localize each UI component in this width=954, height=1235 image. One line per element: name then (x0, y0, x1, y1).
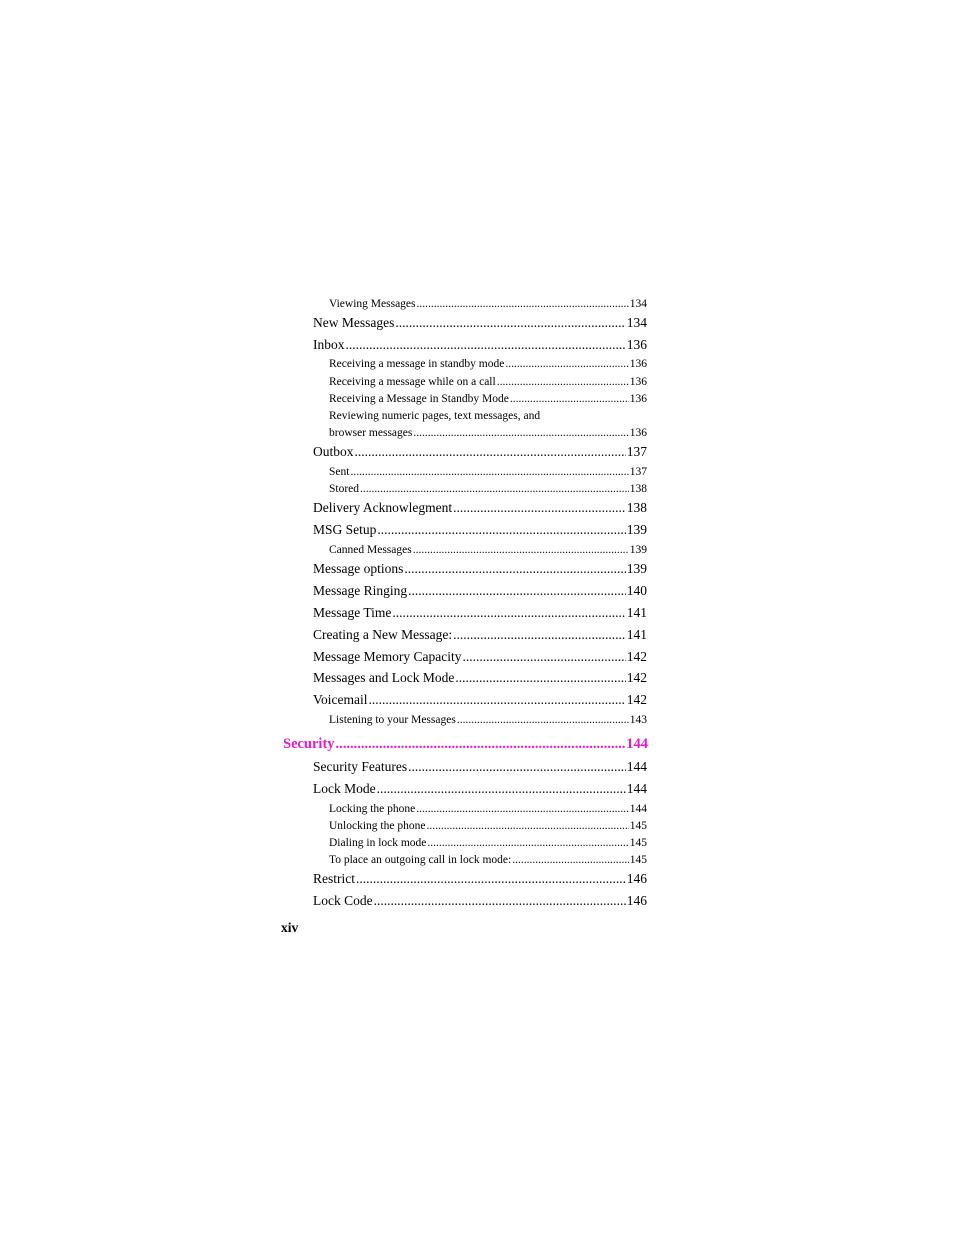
toc-entry-label: Message Time (313, 605, 392, 620)
dot-leader (497, 377, 629, 389)
toc-page-number: 146 (626, 871, 647, 886)
toc-entry-receiving-standby (329, 359, 647, 371)
toc-entry-label: Sent (329, 466, 350, 478)
dot-leader (417, 299, 629, 311)
toc-page-number: 139 (626, 522, 647, 537)
dot-leader (404, 562, 625, 576)
toc-section-label: Security (283, 736, 335, 752)
toc-page-number: 144 (629, 803, 647, 815)
toc-entry-label: Creating a New Message: (313, 627, 453, 642)
toc-page-number: 144 (626, 736, 648, 752)
toc-entry-label: Restrict (313, 871, 355, 886)
toc-entry-label: To place an outgoing call in lock mode: (329, 854, 512, 866)
toc-entry-sent (329, 467, 647, 479)
page-folio: xiv (281, 920, 299, 935)
toc-entry-label: Voicemail (313, 692, 368, 707)
dot-leader (512, 855, 629, 867)
toc-entry-label: Stored (329, 483, 360, 495)
toc-entry-label: Listening to your Messages (329, 714, 456, 726)
toc-entry-label: Message options (313, 561, 404, 576)
toc-page-number: 144 (626, 781, 647, 796)
toc-page-number: 144 (626, 759, 647, 774)
dot-leader (395, 316, 625, 330)
toc-page-number: 142 (626, 670, 647, 685)
toc-entry-label: browser messages (329, 427, 413, 439)
toc-entry-label: Message Ringing (313, 583, 408, 598)
toc-entry-label: Receiving a message in standby mode (329, 358, 505, 370)
toc-entry-dialing-lock-mode (329, 838, 647, 850)
toc-entry-label: Message Memory Capacity (313, 649, 462, 664)
toc-entry-inbox (313, 338, 647, 352)
toc-entry-canned-messages (329, 545, 647, 557)
toc-entry-label: New Messages (313, 315, 395, 330)
toc-entry-message-ringing (313, 584, 647, 598)
toc-page-number: 136 (629, 393, 647, 405)
toc-page-number: 138 (629, 483, 647, 495)
toc-page-number: 136 (629, 427, 647, 439)
dot-leader (377, 523, 625, 537)
toc-entry-label: Lock Mode (313, 781, 376, 796)
toc-page-number: 141 (626, 605, 647, 620)
toc-page-number: 139 (629, 544, 647, 556)
dot-leader (360, 484, 629, 496)
dot-leader (377, 782, 626, 796)
toc-entry-listening-messages (329, 715, 647, 727)
toc-entry-label: Outbox (313, 444, 354, 459)
dot-leader (408, 584, 626, 598)
toc-entry-label: Unlocking the phone (329, 820, 426, 832)
dot-leader (392, 606, 625, 620)
toc-page-number: 136 (629, 376, 647, 388)
toc-entry-label: Dialing in lock mode (329, 837, 427, 849)
toc-entry-delivery-ack (313, 501, 647, 515)
toc-entry-label: MSG Setup (313, 522, 377, 537)
toc-page-number: 139 (626, 561, 647, 576)
dot-leader (336, 737, 626, 752)
toc-entry-label: Lock Code (313, 893, 373, 908)
toc-entry-label: Security Features (313, 759, 408, 774)
toc-entry-creating-new-message (313, 628, 647, 642)
dot-leader (350, 467, 628, 479)
toc-page-number: 137 (626, 444, 647, 459)
toc-entry-outbox (313, 445, 647, 459)
toc-entry-message-options (313, 562, 647, 576)
dot-leader (374, 894, 626, 908)
dot-leader (453, 628, 626, 642)
dot-leader (427, 838, 628, 850)
toc-entry-messages-lock-mode (313, 671, 647, 685)
toc-page-number: 142 (626, 649, 647, 664)
toc-entry-receiving-standby-mode (329, 394, 647, 406)
toc-entry-label: Viewing Messages (329, 298, 416, 310)
dot-leader (462, 650, 625, 664)
toc-entry-unlocking-phone (329, 821, 647, 833)
dot-leader (346, 338, 626, 352)
toc-page-number: 143 (629, 714, 647, 726)
toc-page-number: 145 (629, 820, 647, 832)
toc-entry-label: Messages and Lock Mode (313, 670, 455, 685)
dot-leader (356, 872, 626, 886)
dot-leader (408, 760, 626, 774)
toc-entry-stored (329, 484, 647, 496)
dot-leader (505, 359, 628, 371)
toc-entry-receiving-on-call (329, 377, 647, 389)
dot-leader (426, 821, 628, 833)
toc-page-number: 140 (626, 583, 647, 598)
dot-leader (455, 671, 625, 685)
dot-leader (355, 445, 626, 459)
toc-entry-label: Inbox (313, 337, 345, 352)
toc-entry-lock-mode (313, 782, 647, 796)
toc-entry-lock-code (313, 894, 647, 908)
dot-leader (369, 693, 626, 707)
toc-entry-label: Canned Messages (329, 544, 412, 556)
toc-section-security (283, 737, 648, 752)
toc-page-number: 138 (626, 500, 647, 515)
toc-entry-msg-setup (313, 523, 647, 537)
toc-entry-restrict (313, 872, 647, 886)
toc-page-number: 146 (626, 893, 647, 908)
dot-leader (416, 804, 629, 816)
toc-entry-label-line1: Reviewing numeric pages, text messages, and (329, 410, 541, 422)
toc-entry-security-features (313, 760, 647, 774)
dot-leader (413, 545, 629, 557)
toc-entry-reviewing-pages (329, 428, 647, 440)
toc-entry-label: Locking the phone (329, 803, 416, 815)
toc-page-number: 134 (629, 298, 647, 310)
toc-entry-locking-phone (329, 804, 647, 816)
toc-entry-new-messages (313, 316, 647, 330)
toc-entry-label: Receiving a message while on a call (329, 376, 496, 388)
toc-entry-outgoing-call-lock-mode (329, 855, 647, 867)
toc-entry-viewing-messages (329, 299, 647, 311)
toc-page-number: 142 (626, 692, 647, 707)
toc-entry-memory-capacity (313, 650, 647, 664)
toc-entry-voicemail (313, 693, 647, 707)
toc-page-number: 134 (626, 315, 647, 330)
toc-entry-message-time (313, 606, 647, 620)
toc-page-number: 137 (629, 466, 647, 478)
dot-leader (453, 501, 626, 515)
toc-entry-label: Receiving a Message in Standby Mode (329, 393, 509, 405)
toc-page-number: 141 (626, 627, 647, 642)
dot-leader (510, 394, 629, 406)
toc-page-number: 136 (626, 337, 647, 352)
dot-leader (413, 428, 628, 440)
toc-page-number: 136 (629, 358, 647, 370)
dot-leader (457, 715, 629, 727)
toc-entry-label: Delivery Acknowlegment (313, 500, 453, 515)
toc-page-number: 145 (629, 854, 647, 866)
toc-page-number: 145 (629, 837, 647, 849)
